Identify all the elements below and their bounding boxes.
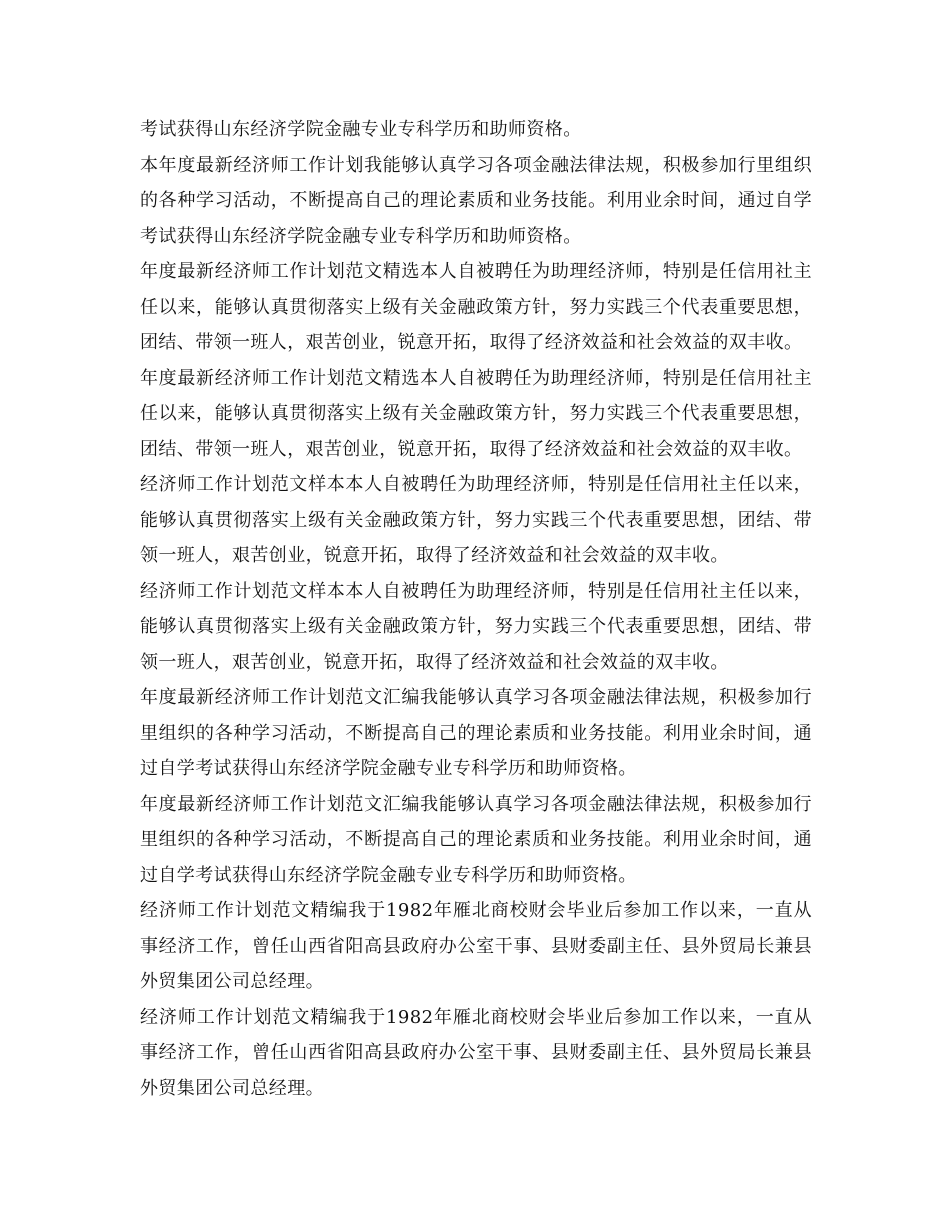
- paragraph-4: 年度最新经济师工作计划范文精选本人自被聘任为助理经济师，特别是任信用社主任以来，能够认真贯彻落实上级有关金融政策方针，努力实践三个代表重要思想，团结、带领一班人，艰苦创业，锐意开拓，取得了经济效益和社会效益的双丰收。: [140, 367, 812, 460]
- paragraph-10: 经济师工作计划范文精编我于1982年雁北商校财会毕业后参加工作以来，一直从事经济工作，曾任山西省阳高县政府办公室干事、县财委副主任、县外贸局长兼县外贸集团公司总经理。: [140, 1006, 812, 1099]
- paragraph-2: 本年度最新经济师工作计划我能够认真学习各项金融法律法规，积极参加行里组织的各种学习活动，不断提高自己的理论素质和业务技能。利用业余时间，通过自学考试获得山东经济学院金融专业专科学历和助师资格。: [140, 154, 812, 247]
- paragraph-9: 经济师工作计划范文精编我于1982年雁北商校财会毕业后参加工作以来，一直从事经济工作，曾任山西省阳高县政府办公室干事、县财委副主任、县外贸局长兼县外贸集团公司总经理。: [140, 900, 812, 992]
- paragraph-7: 年度最新经济师工作计划范文汇编我能够认真学习各项金融法律法规，积极参加行里组织的各种学习活动，不断提高自己的理论素质和业务技能。利用业余时间，通过自学考试获得山东经济学院金融专业专科学历和助师资格。: [140, 687, 812, 779]
- paragraph-6: 经济师工作计划范文样本本人自被聘任为助理经济师，特别是任信用社主任以来，能够认真贯彻落实上级有关金融政策方针，努力实践三个代表重要思想，团结、带领一班人，艰苦创业，锐意开拓，取得了经济效益和社会效益的双丰收。: [140, 580, 812, 673]
- paragraph-3: 年度最新经济师工作计划范文精选本人自被聘任为助理经济师，特别是任信用社主任以来，能够认真贯彻落实上级有关金融政策方针，努力实践三个代表重要思想，团结、带领一班人，艰苦创业，锐意开拓，取得了经济效益和社会效益的双丰收。: [140, 261, 812, 353]
- paragraph-5: 经济师工作计划范文样本本人自被聘任为助理经济师，特别是任信用社主任以来，能够认真贯彻落实上级有关金融政策方针，努力实践三个代表重要思想，团结、带领一班人，艰苦创业，锐意开拓，取得了经济效益和社会效益的双丰收。: [140, 474, 812, 566]
- document-body: [140, 112, 812, 1106]
- paragraph-8: 年度最新经济师工作计划范文汇编我能够认真学习各项金融法律法规，积极参加行里组织的各种学习活动，不断提高自己的理论素质和业务技能。利用业余时间，通过自学考试获得山东经济学院金融专业专科学历和助师资格。: [140, 793, 812, 886]
- paragraph-1: 考试获得山东经济学院金融专业专科学历和助师资格。: [140, 119, 582, 140]
